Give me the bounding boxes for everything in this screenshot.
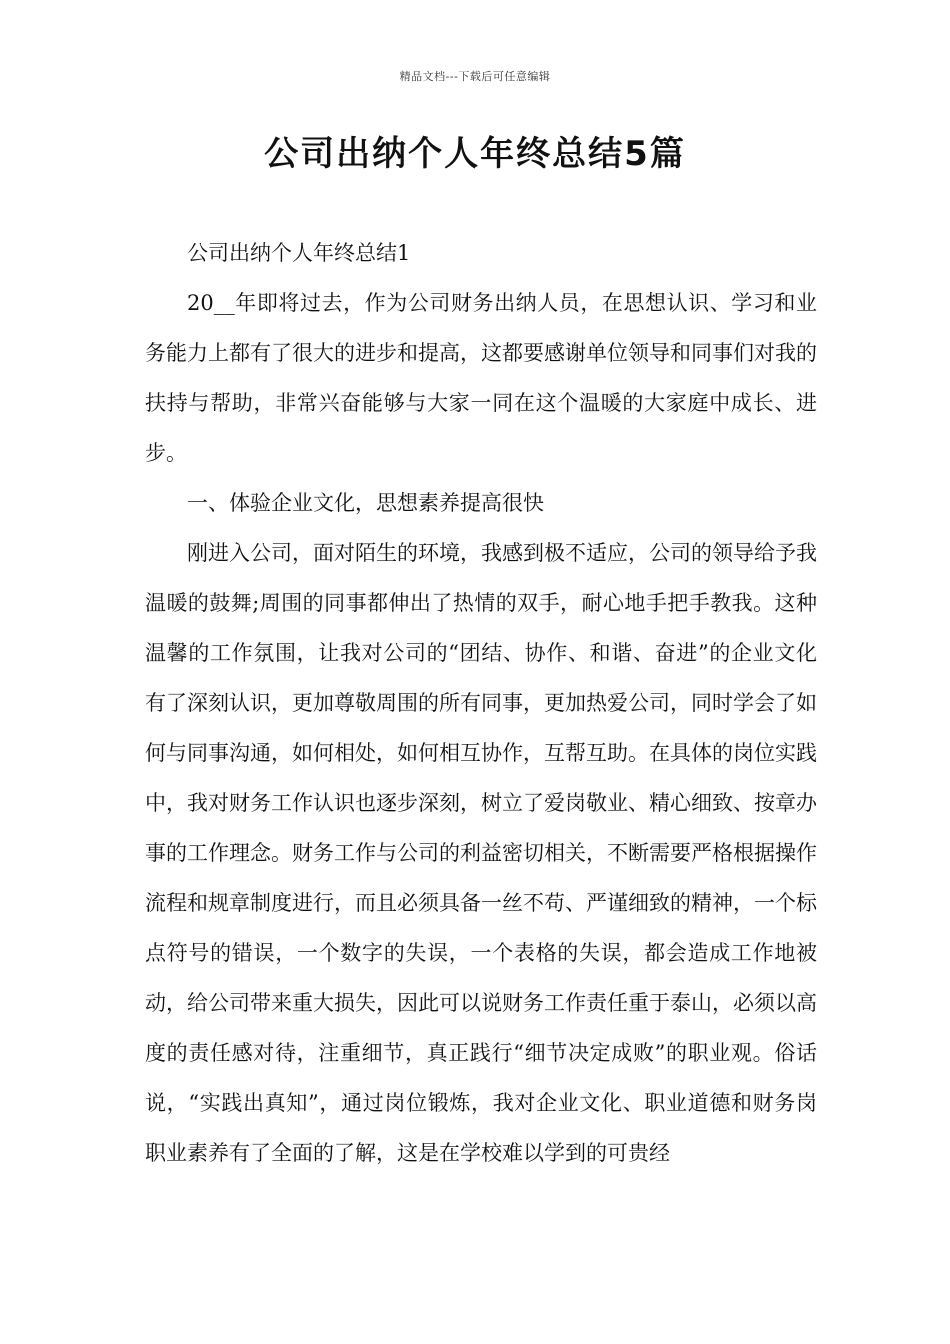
paragraph: 刚进入公司，面对陌生的环境，我感到极不适应，公司的领导给予我温暖的鼓舞;周围的同事都伸出了热情的双手，耐心地手把手教我。这种温馨的工作氛围，让我对公司的“团结、协作、和谐、奋进”的企业文化有了深刻认识，更加尊敬周围的所有同事，更加热爱公司，同时学会了如何与同事沟通，如何相处，如何相互协作，互帮互助。在具体的岗位实践中，我对财务工作认识也逐步深刻，树立了爱岗敬业、精心细致、按章办事的工作理念。财务工作与公司的利益密切相关，不断需要严格根据操作流程和规章制度进行，而且必须具备一丝不苟、严谨细致的精神，一个标点符号的错误，一个数字的失误，一个表格的失误，都会造成工作地被动，给公司带来重大损失，因此可以说财务工作责任重于泰山，必须以高度的责任感对待，注重细节，真正践行“细节决定成败”的职业观。俗话说，“实践出真知”，通过岗位锻炼，我对企业文化、职业道德和财务岗职业素养有了全面的了解，这是在学校难以学到的可贵经: [145, 541, 817, 1165]
paragraph: 20__年即将过去，作为公司财务出纳人员，在思想认识、学习和业务能力上都有了很大的进步和提高，这都要感谢单位领导和同事们对我的扶持与帮助，非常兴奋能够与大家一同在这个温暖的大家庭中成长、进步。: [145, 291, 817, 465]
subsection-heading: 一、体验企业文化，思想素养提高很快: [187, 491, 544, 515]
document-title: 公司出纳个人年终总结5篇: [264, 134, 686, 174]
section-heading: 公司出纳个人年终总结1: [187, 241, 411, 265]
header-note: 精品文档---下载后可任意编辑: [399, 70, 551, 83]
document-body: [145, 228, 817, 1178]
